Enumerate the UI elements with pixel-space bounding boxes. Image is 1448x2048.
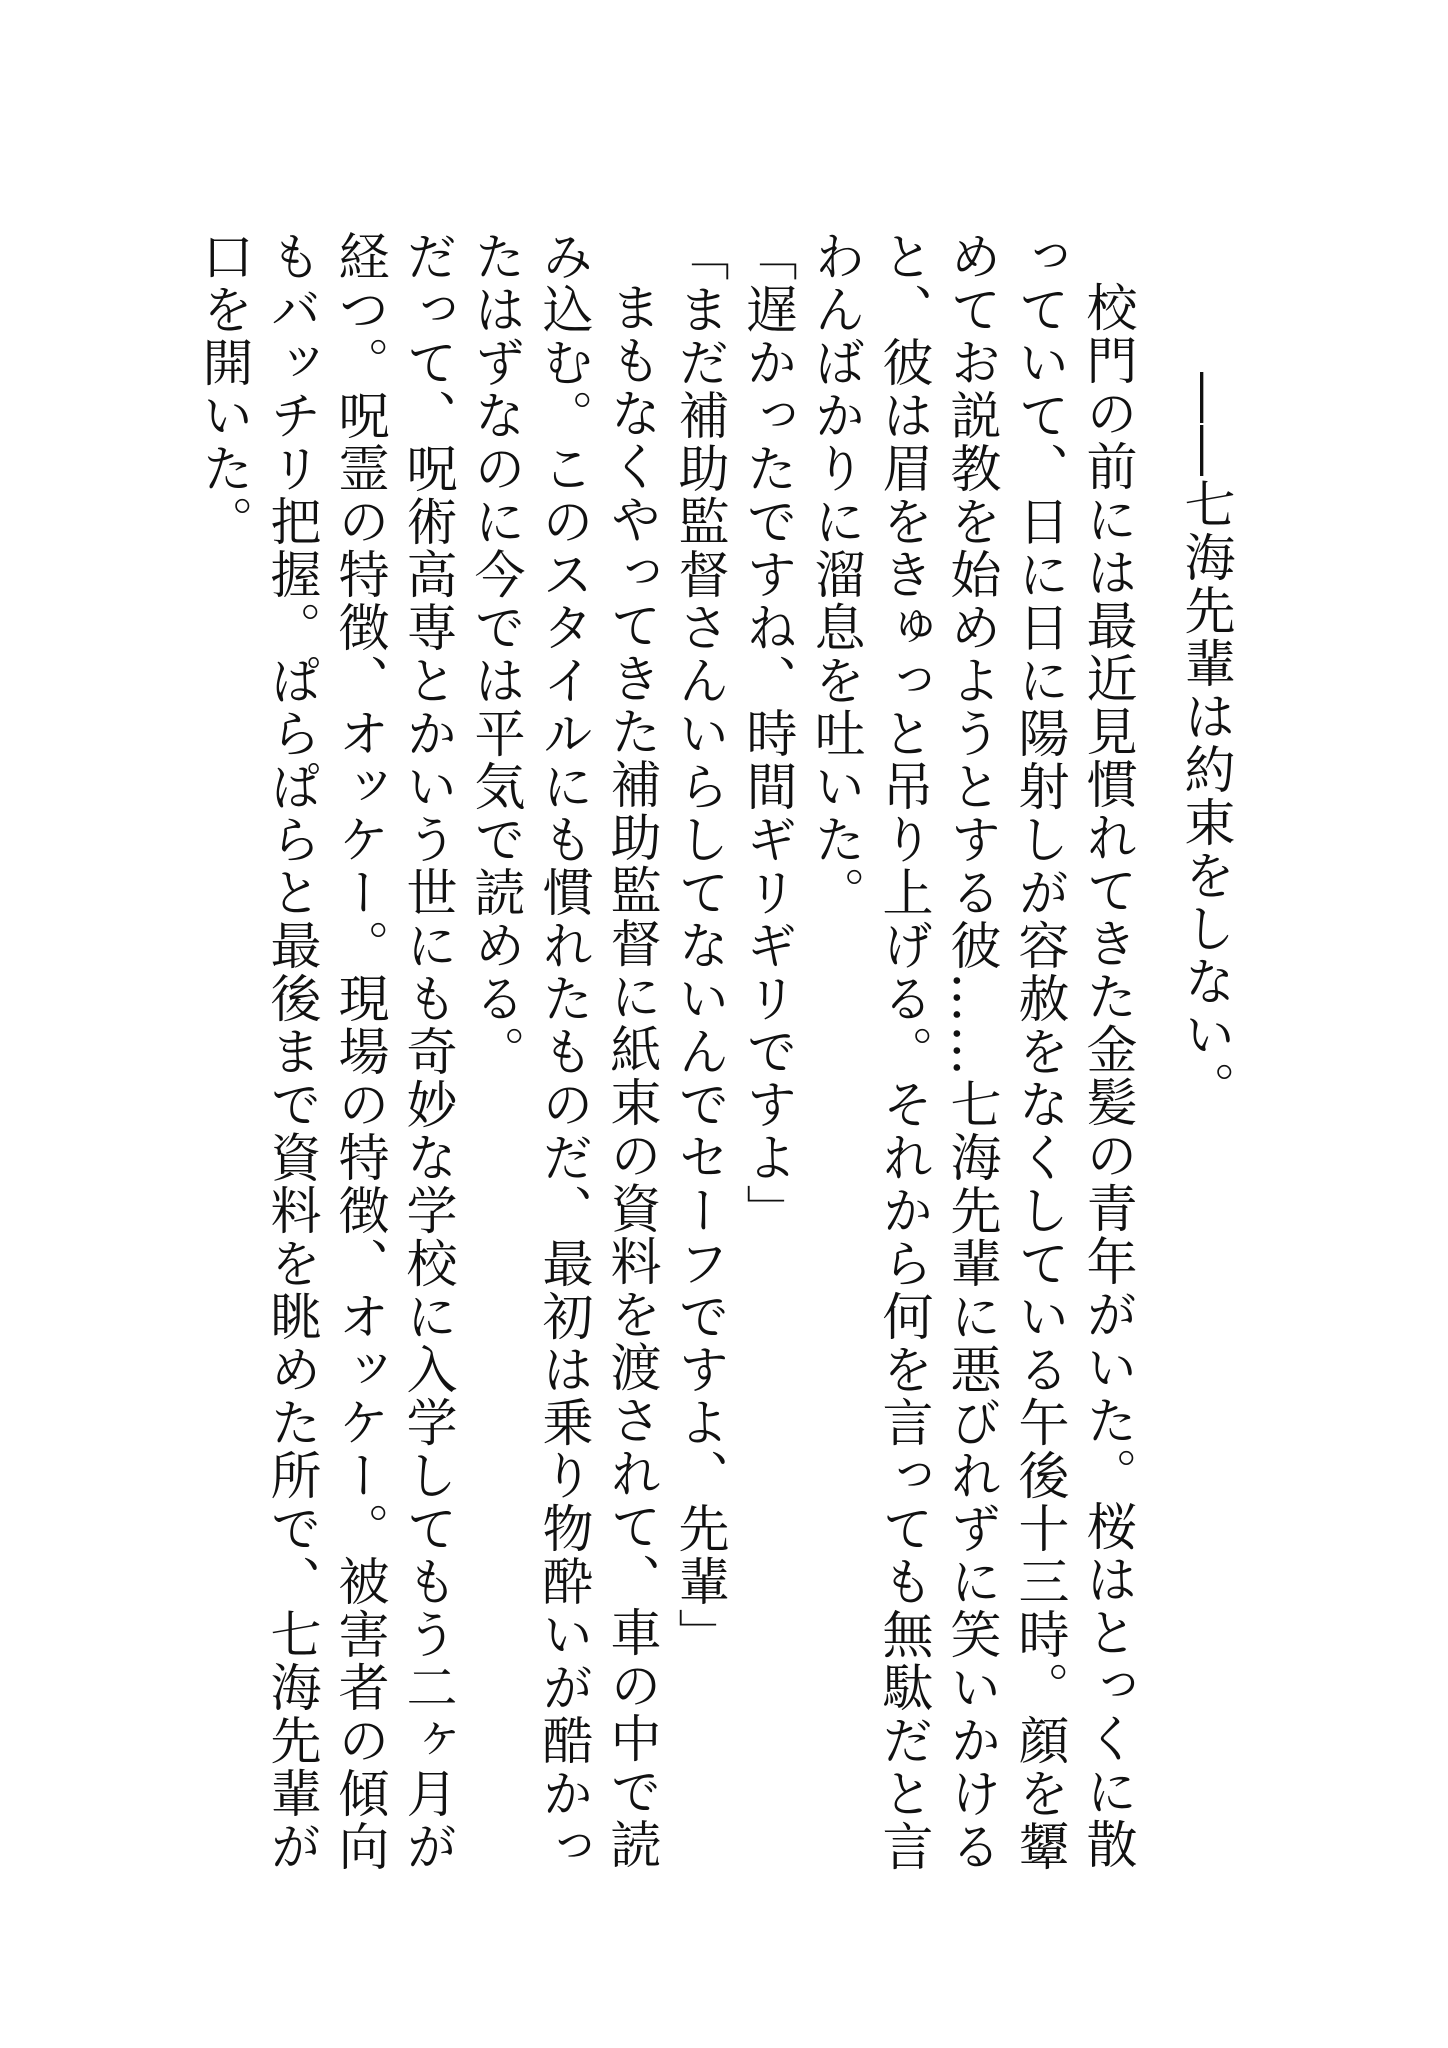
body-text <box>193 230 1140 1920</box>
paragraph-2: まもなくやってきた補助監督に紙束の資料を渡されて、車の中で読み込む。このスタイルにも慣れたものだ、最初は乗り物酔いが酷かったはずなのに今では平気で読める。 <box>465 230 660 1873</box>
paragraph-3: だって、呪術高専とかいう世にも奇妙な学校に入学してもう二ヶ月が経つ。呪霊の特徴、オッケー。現場の特徴、オッケー。被害者の傾向もバッチリ把握。ぱらぱらと最後まで資料を眺めた所で、七海先輩が口を開いた。 <box>193 230 456 1873</box>
dialogue-1: 「遅かったですね、時間ギリギリですよ」 <box>737 230 796 1237</box>
chapter-heading: ――七海先輩は約束をしない。 <box>1175 372 1234 1114</box>
dialogue-2: 「まだ補助監督さんいらしてないんでセーフですよ、先輩」 <box>669 230 728 1661</box>
paragraph-1: 校門の前には最近見慣れてきた金髪の青年がいた。桜はとっくに散っていて、日に日に陽射しが容赦をなくしている午後十三時。顔を顰めてお説教を始めようとする彼……七海先輩に悪びれずに笑いかけると、彼は眉をきゅっと吊り上げる。それから何を言っても無駄だと言わんばかりに溜息を吐いた。 <box>805 230 1136 1873</box>
